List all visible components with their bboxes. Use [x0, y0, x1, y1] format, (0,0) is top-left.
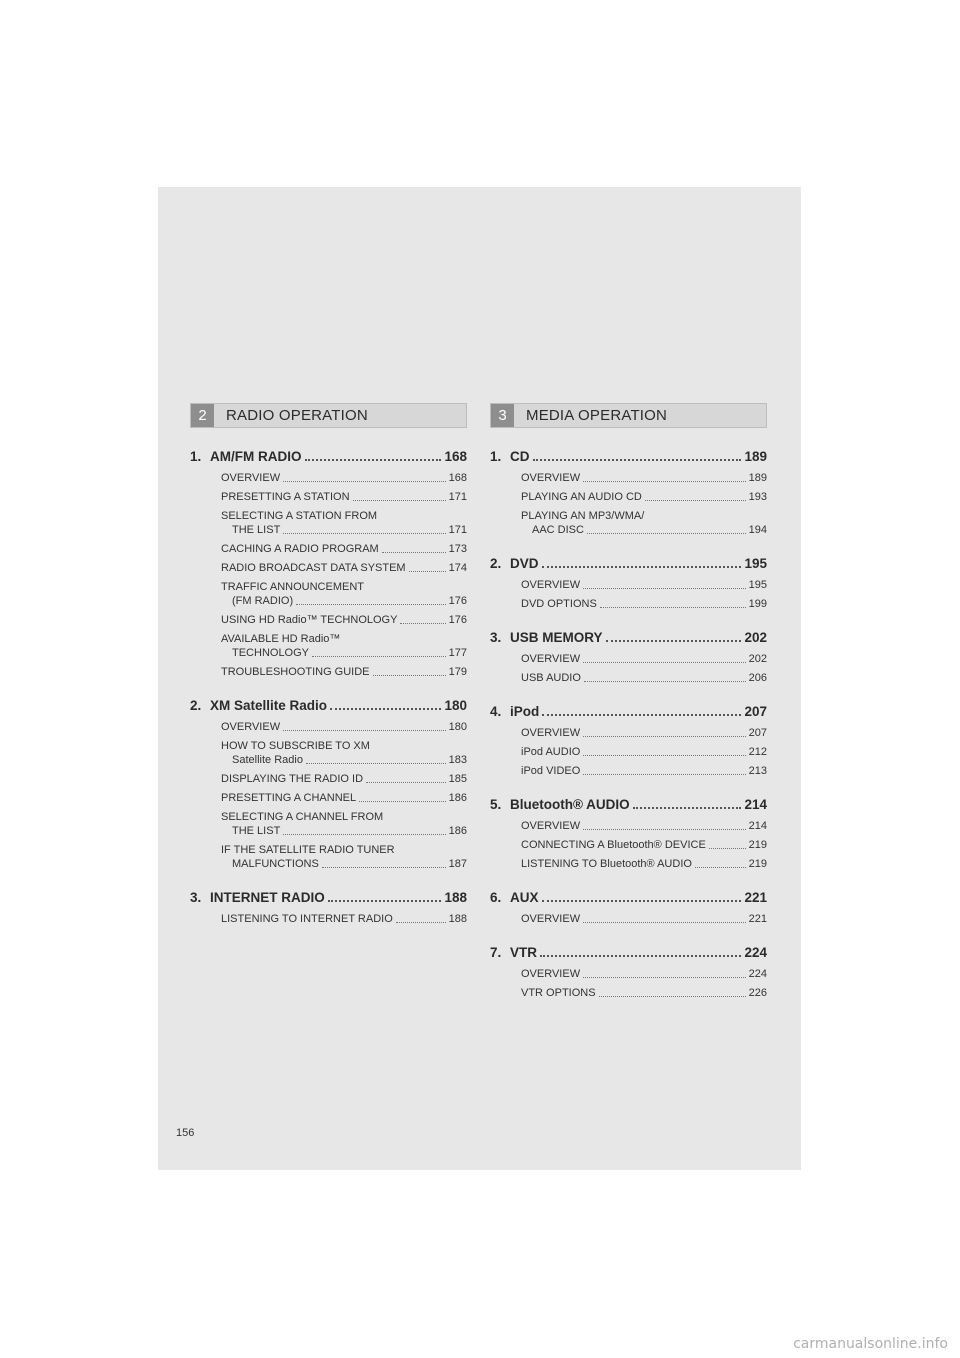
subsection-link[interactable]: [221, 720, 467, 734]
dot-leader: [540, 955, 741, 957]
dot-leader: [382, 552, 446, 553]
subsection-title: TROUBLESHOOTING GUIDE: [221, 666, 370, 678]
dot-leader: [330, 708, 441, 710]
subsection-page: 171: [448, 524, 467, 536]
subsection-list: [190, 912, 467, 926]
dot-leader: [606, 640, 742, 642]
subsection-link[interactable]: [521, 597, 767, 611]
chapter-entry: [190, 448, 467, 679]
manual-page: [158, 187, 801, 1170]
subsection-page: 185: [448, 773, 467, 785]
subsection-link[interactable]: [521, 838, 767, 852]
subsection-link[interactable]: [521, 652, 767, 666]
subsection-page: 187: [448, 858, 467, 870]
subsection-link[interactable]: [521, 490, 767, 504]
subsection-title-line2: Satellite Radio: [232, 754, 303, 766]
subsection-title: LISTENING TO Bluetooth® AUDIO: [521, 858, 692, 870]
subsection-link[interactable]: [221, 810, 467, 838]
subsection-title: IF THE SATELLITE RADIO TUNER: [221, 844, 395, 856]
section-header: [190, 403, 467, 428]
subsection-title: USING HD Radio™ TECHNOLOGY: [221, 614, 398, 626]
subsection-page: 176: [448, 595, 467, 607]
subsection-title: TRAFFIC ANNOUNCEMENT: [221, 581, 364, 593]
subsection-page: 219: [748, 858, 767, 870]
chapter-number: 7.: [490, 945, 502, 960]
chapter-title: AUX: [510, 890, 539, 905]
chapter-number: 6.: [490, 890, 502, 905]
subsection-list: [490, 471, 767, 537]
chapter-page: 189: [744, 449, 767, 464]
subsection-list: [190, 720, 467, 871]
dot-leader: [396, 922, 446, 923]
subsection-page: 171: [448, 491, 467, 503]
dot-leader: [353, 500, 446, 501]
subsection-title: OVERVIEW: [521, 727, 581, 739]
dot-leader: [583, 736, 746, 737]
subsection-page: 212: [748, 746, 767, 758]
subsection-link[interactable]: [521, 764, 767, 778]
chapter-entry: [490, 889, 767, 926]
subsection-title: SELECTING A STATION FROM: [221, 510, 378, 522]
dot-leader: [583, 977, 746, 978]
chapter-entry: [490, 796, 767, 871]
subsection-link[interactable]: [521, 967, 767, 981]
subsection-title: OVERVIEW: [521, 820, 581, 832]
dot-leader: [583, 829, 746, 830]
dot-leader: [542, 900, 742, 902]
dot-leader: [366, 782, 446, 783]
subsection-title: OVERVIEW: [221, 721, 281, 733]
dot-leader: [305, 459, 442, 461]
subsection-page: 189: [748, 472, 767, 484]
subsection-link[interactable]: [521, 471, 767, 485]
subsection-title: SELECTING A CHANNEL FROM: [221, 811, 384, 823]
subsection-page: 213: [748, 765, 767, 777]
dot-leader: [328, 900, 442, 902]
dot-leader: [695, 867, 746, 868]
subsection-page: 176: [448, 614, 467, 626]
chapter-title: AM/FM RADIO: [210, 449, 302, 464]
subsection-title-cont: [221, 646, 467, 660]
subsection-link[interactable]: [521, 912, 767, 926]
chapter-page: 180: [444, 698, 467, 713]
subsection-title: iPod AUDIO: [521, 746, 581, 758]
subsection-list: [490, 726, 767, 778]
dot-leader: [359, 801, 446, 802]
dot-leader: [283, 533, 445, 534]
chapter-number: 1.: [190, 449, 202, 464]
chapter-entry: [490, 944, 767, 1000]
subsection-link[interactable]: [221, 542, 467, 556]
chapter-page: 224: [744, 945, 767, 960]
chapter-number: 5.: [490, 797, 502, 812]
chapter-entry: [490, 703, 767, 778]
subsection-page: 179: [448, 666, 467, 678]
subsection-page: 177: [448, 647, 467, 659]
chapter-page: 221: [744, 890, 767, 905]
chapter-link[interactable]: [490, 448, 767, 465]
subsection-page: 183: [448, 754, 467, 766]
watermark: carmanualsonline.info: [793, 1336, 948, 1352]
subsection-page: 173: [448, 543, 467, 555]
section-column-left: [190, 403, 467, 944]
chapter-title: iPod: [510, 704, 540, 719]
subsection-title: CONNECTING A Bluetooth® DEVICE: [521, 839, 706, 851]
chapter-number: 2.: [490, 556, 502, 571]
subsection-title-cont: [521, 523, 767, 537]
chapter-link[interactable]: [490, 703, 767, 720]
chapter-number: 3.: [190, 890, 202, 905]
section-title: RADIO OPERATION: [226, 407, 368, 424]
subsection-title-cont: [221, 594, 467, 608]
subsection-page: 224: [748, 968, 767, 980]
page-number: 156: [176, 1127, 195, 1139]
subsection-title: OVERVIEW: [521, 579, 581, 591]
dot-leader: [296, 604, 446, 605]
subsection-page: 168: [448, 472, 467, 484]
dot-leader: [373, 675, 446, 676]
subsection-title-cont: [221, 824, 467, 838]
subsection-page: 193: [748, 491, 767, 503]
chapter-link[interactable]: [490, 796, 767, 813]
subsection-title-line2: THE LIST: [232, 825, 281, 837]
section-number: 3: [491, 404, 514, 427]
chapter-entry: [490, 448, 767, 537]
dot-leader: [409, 571, 446, 572]
dot-leader: [322, 867, 446, 868]
chapter-page: 188: [444, 890, 467, 905]
subsection-title-line2: TECHNOLOGY: [232, 647, 310, 659]
chapter-link[interactable]: [490, 944, 767, 961]
subsection-title: AVAILABLE HD Radio™: [221, 633, 341, 645]
chapter-link[interactable]: [190, 448, 467, 465]
chapter-entry: [190, 697, 467, 871]
chapter-title: XM Satellite Radio: [210, 698, 328, 713]
section-number: 2: [191, 404, 214, 427]
subsection-link[interactable]: [221, 843, 467, 871]
chapter-entry: [490, 555, 767, 611]
chapter-page: 207: [744, 704, 767, 719]
subsection-link[interactable]: [221, 772, 467, 786]
subsection-list: [490, 578, 767, 611]
subsection-link[interactable]: [221, 580, 467, 608]
subsection-title: PRESETTING A CHANNEL: [221, 792, 357, 804]
dot-leader: [583, 662, 746, 663]
dot-leader: [542, 714, 741, 716]
subsection-title-line2: (FM RADIO): [232, 595, 294, 607]
chapter-number: 1.: [490, 449, 502, 464]
chapter-title: DVD: [510, 556, 539, 571]
subsection-link[interactable]: [221, 632, 467, 660]
subsection-title: HOW TO SUBSCRIBE TO XM: [221, 740, 370, 752]
dot-leader: [599, 996, 746, 997]
subsection-title: LISTENING TO INTERNET RADIO: [221, 913, 393, 925]
dot-leader: [645, 500, 746, 501]
subsection-link[interactable]: [221, 471, 467, 485]
chapter-page: 214: [744, 797, 767, 812]
chapter-number: 2.: [190, 698, 202, 713]
subsection-title: USB AUDIO: [521, 672, 581, 684]
dot-leader: [709, 848, 746, 849]
subsection-page: 221: [748, 913, 767, 925]
chapter-title: Bluetooth® AUDIO: [510, 797, 630, 812]
chapter-number: 4.: [490, 704, 502, 719]
dot-leader: [600, 607, 746, 608]
subsection-title: OVERVIEW: [521, 653, 581, 665]
dot-leader: [283, 730, 446, 731]
subsection-page: 174: [448, 562, 467, 574]
subsection-link[interactable]: [521, 819, 767, 833]
chapter-title: VTR: [510, 945, 537, 960]
subsection-link[interactable]: [521, 986, 767, 1000]
chapter-entry: [190, 889, 467, 926]
dot-leader: [583, 922, 746, 923]
subsection-title: OVERVIEW: [521, 472, 581, 484]
subsection-link[interactable]: [221, 791, 467, 805]
subsection-page: 194: [748, 524, 767, 536]
subsection-list: [190, 471, 467, 679]
subsection-page: 206: [748, 672, 767, 684]
subsection-title: PLAYING AN AUDIO CD: [521, 491, 642, 503]
chapter-page: 202: [744, 630, 767, 645]
chapter-title: CD: [510, 449, 530, 464]
subsection-title: PLAYING AN MP3/WMA/: [521, 510, 645, 522]
subsection-page: 186: [448, 825, 467, 837]
subsection-link[interactable]: [221, 912, 467, 926]
subsection-page: 219: [748, 839, 767, 851]
subsection-page: 186: [448, 792, 467, 804]
subsection-title: OVERVIEW: [521, 913, 581, 925]
dot-leader: [283, 834, 445, 835]
chapter-link[interactable]: [490, 555, 767, 572]
dot-leader: [583, 481, 746, 482]
subsection-page: 202: [748, 653, 767, 665]
subsection-title-line2: AAC DISC: [532, 524, 584, 536]
dot-leader: [583, 588, 746, 589]
subsection-title-line2: THE LIST: [232, 524, 281, 536]
chapter-number: 3.: [490, 630, 502, 645]
subsection-title: VTR OPTIONS: [521, 987, 596, 999]
chapter-title: USB MEMORY: [510, 630, 603, 645]
subsection-page: 199: [748, 598, 767, 610]
chapter-page: 168: [444, 449, 467, 464]
subsection-link[interactable]: [221, 509, 467, 537]
subsection-title: OVERVIEW: [521, 968, 581, 980]
section-title: MEDIA OPERATION: [526, 407, 668, 424]
dot-leader: [306, 763, 446, 764]
dot-leader: [400, 623, 445, 624]
subsection-title: DVD OPTIONS: [521, 598, 597, 610]
subsection-title: OVERVIEW: [221, 472, 281, 484]
dot-leader: [583, 755, 745, 756]
subsection-title-line2: MALFUNCTIONS: [232, 858, 319, 870]
dot-leader: [587, 533, 746, 534]
chapter-link[interactable]: [190, 697, 467, 714]
chapter-page: 195: [744, 556, 767, 571]
subsection-link[interactable]: [521, 857, 767, 871]
chapter-link[interactable]: [490, 889, 767, 906]
subsection-title: RADIO BROADCAST DATA SYSTEM: [221, 562, 406, 574]
section-column-right: [490, 403, 767, 1018]
subsection-link[interactable]: [521, 578, 767, 592]
dot-leader: [583, 774, 745, 775]
subsection-title: DISPLAYING THE RADIO ID: [221, 773, 364, 785]
dot-leader: [542, 566, 742, 568]
subsection-page: 207: [748, 727, 767, 739]
dot-leader: [283, 481, 446, 482]
dot-leader: [312, 656, 446, 657]
subsection-list: [490, 819, 767, 871]
subsection-list: [490, 912, 767, 926]
subsection-link[interactable]: [521, 726, 767, 740]
subsection-link[interactable]: [221, 739, 467, 767]
subsection-title: iPod VIDEO: [521, 765, 581, 777]
chapter-entry: [490, 629, 767, 685]
chapter-link[interactable]: [190, 889, 467, 906]
chapter-title: INTERNET RADIO: [210, 890, 325, 905]
subsection-link[interactable]: [221, 665, 467, 679]
subsection-link[interactable]: [221, 490, 467, 504]
dot-leader: [533, 459, 742, 461]
subsection-link[interactable]: [521, 509, 767, 537]
subsection-title-cont: [221, 857, 467, 871]
subsection-page: 214: [748, 820, 767, 832]
dot-leader: [584, 681, 746, 682]
subsection-link[interactable]: [221, 561, 467, 575]
subsection-title-cont: [221, 523, 467, 537]
section-header: [490, 403, 767, 428]
subsection-title: PRESETTING A STATION: [221, 491, 350, 503]
subsection-link[interactable]: [521, 745, 767, 759]
chapter-link[interactable]: [490, 629, 767, 646]
subsection-page: 226: [748, 987, 767, 999]
subsection-link[interactable]: [521, 671, 767, 685]
subsection-link[interactable]: [221, 613, 467, 627]
subsection-list: [490, 652, 767, 685]
subsection-list: [490, 967, 767, 1000]
dot-leader: [633, 807, 742, 809]
subsection-title: CACHING A RADIO PROGRAM: [221, 543, 379, 555]
subsection-title-cont: [221, 753, 467, 767]
subsection-page: 180: [448, 721, 467, 733]
subsection-page: 188: [448, 913, 467, 925]
subsection-page: 195: [748, 579, 767, 591]
